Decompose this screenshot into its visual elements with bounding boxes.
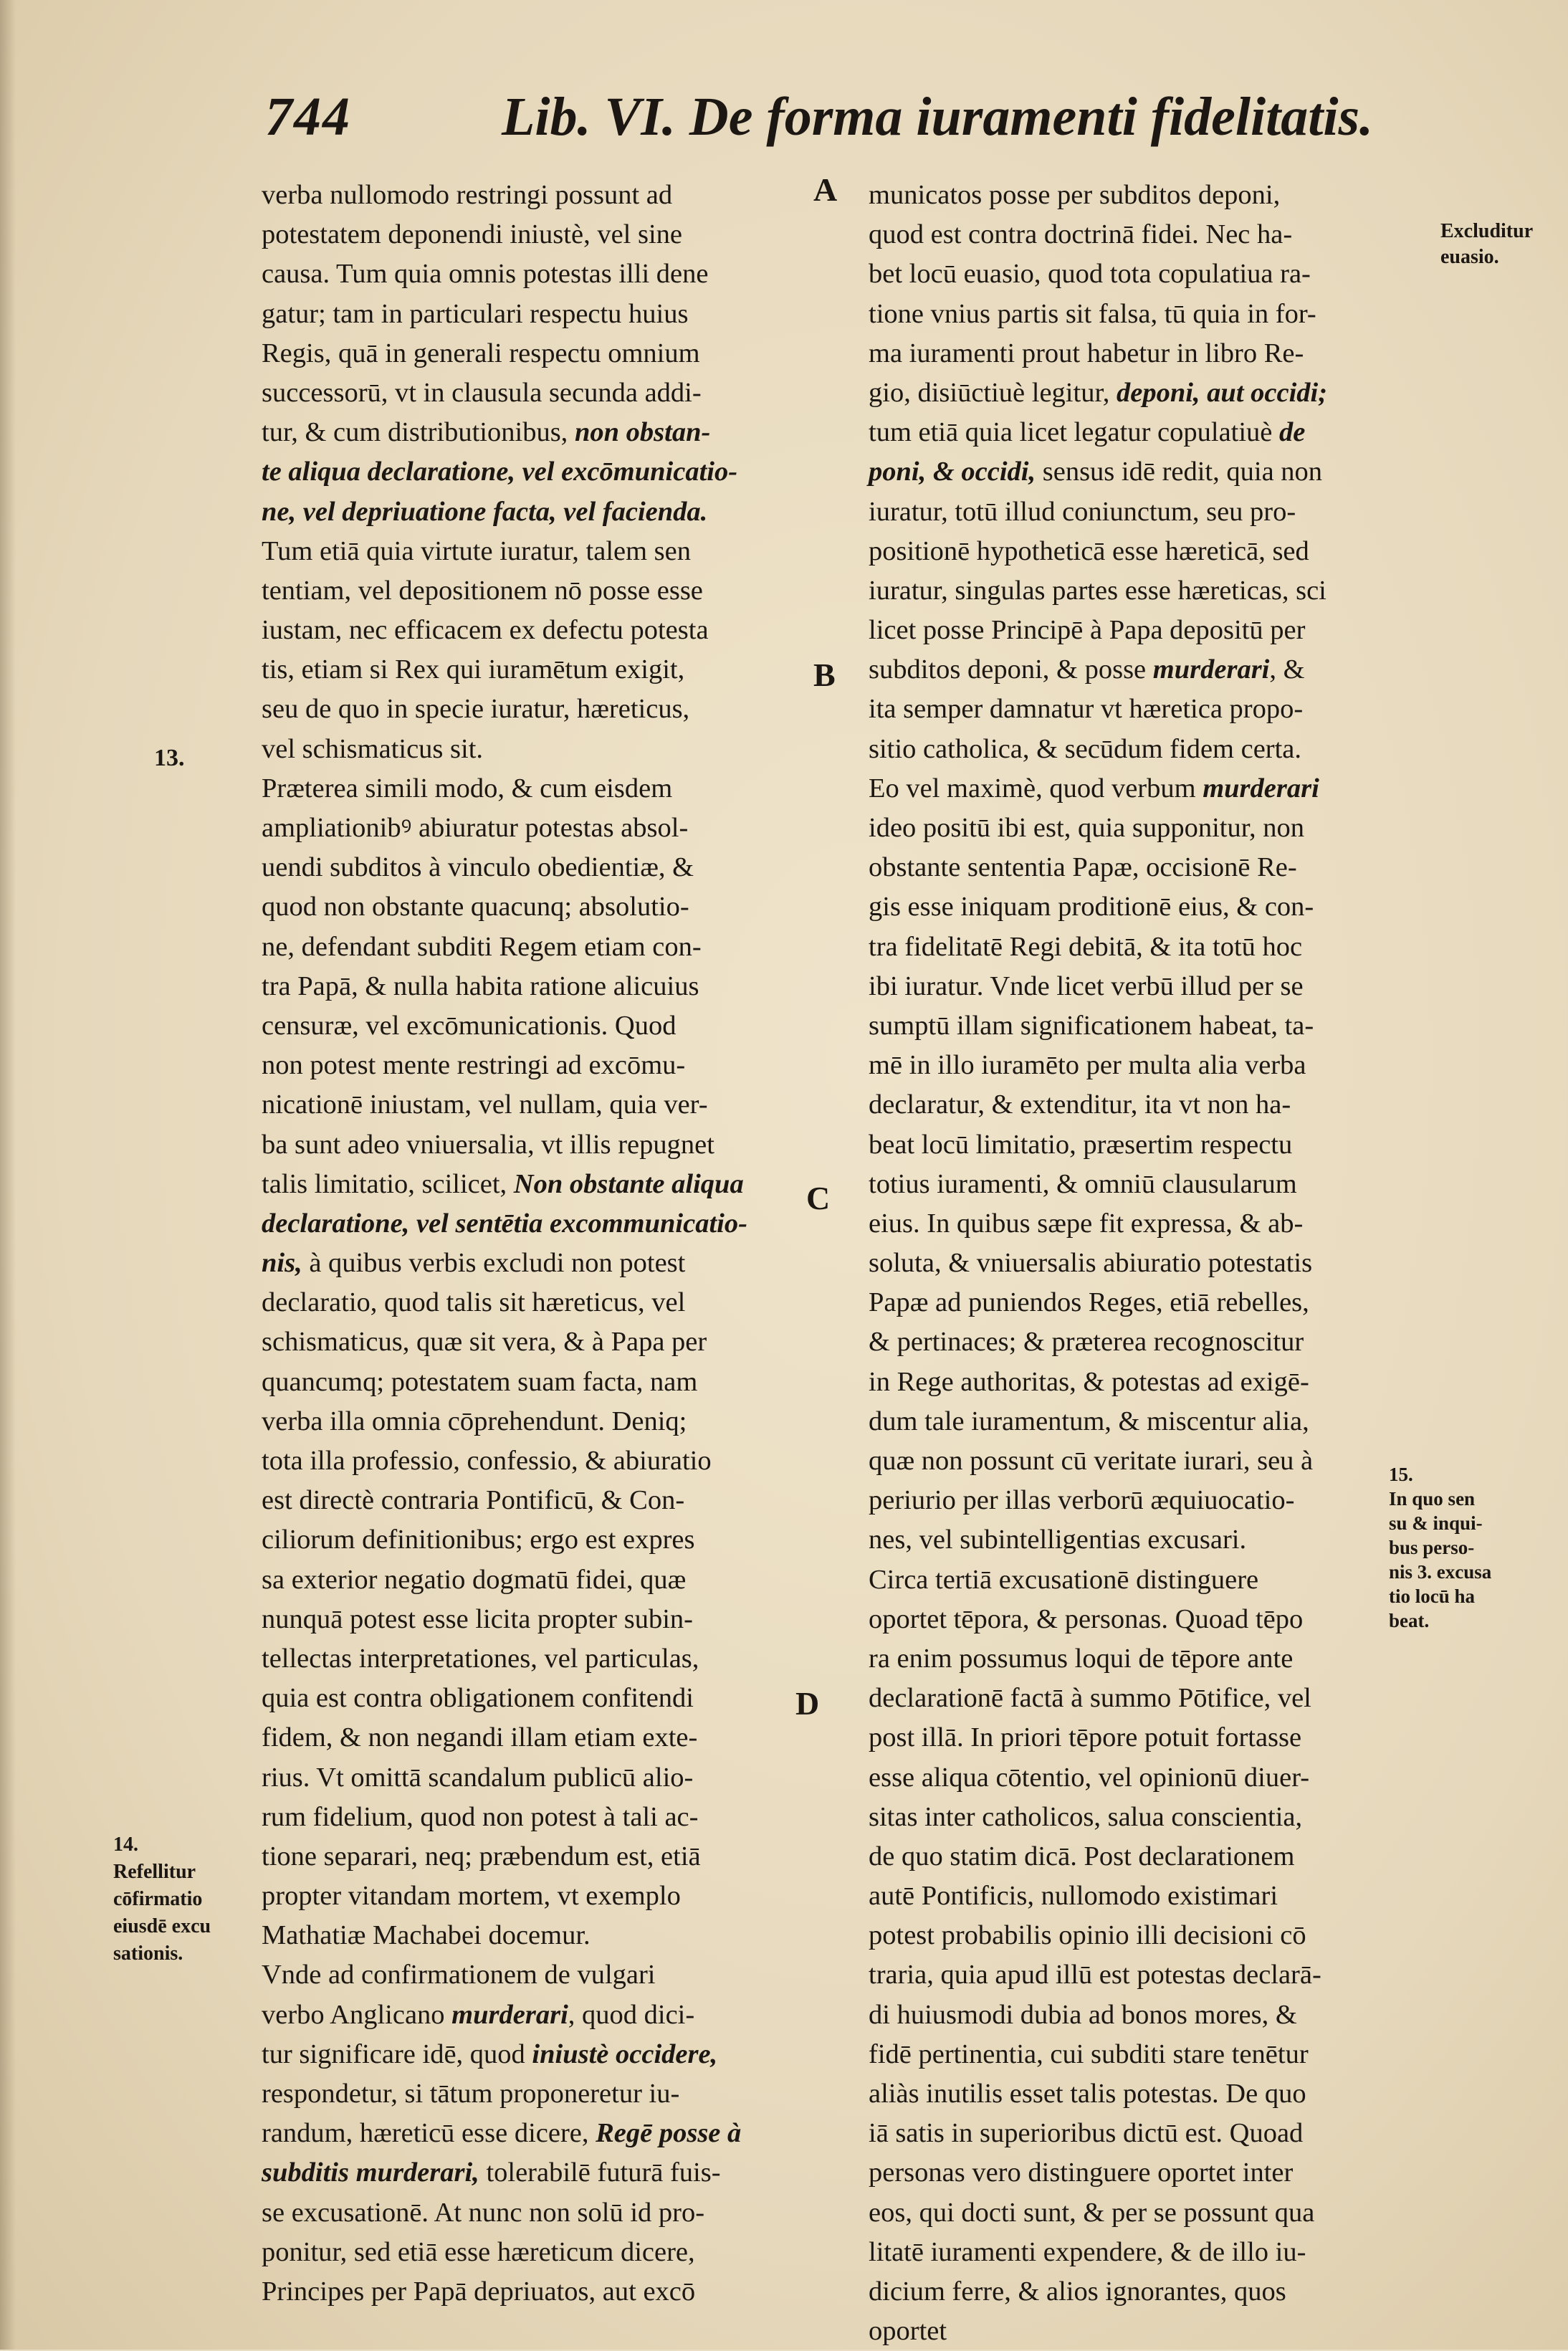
text-segment: dum tale iuramentum, & miscentur alia,: [869, 1406, 1309, 1436]
text-line: [869, 413, 1438, 452]
text-line: [262, 1520, 821, 1560]
margin-note-line: euasio.: [1440, 246, 1499, 268]
text-line: [262, 967, 821, 1006]
text-segment: tolerabilē futurā fuis-: [479, 2157, 721, 2188]
italic-text-segment: murderari: [451, 1999, 568, 2030]
text-segment: censuræ, vel excōmunicationis. Quod: [262, 1010, 677, 1041]
text-segment: iuratur, singulas partes esse hæreticas, sci: [869, 575, 1326, 606]
text-segment: sensus idē redit, quia non: [1036, 457, 1323, 487]
text-segment: soluta, & vniuersalis abiuratio potestatis: [869, 1248, 1313, 1279]
text-line: [262, 373, 821, 413]
text-segment: ma iuramenti prout habetur in libro Re-: [869, 338, 1304, 368]
text-line: [869, 334, 1438, 373]
text-line: [262, 730, 821, 769]
text-line: [869, 1718, 1438, 1758]
text-line: [262, 769, 821, 809]
text-segment: nes, vel subintelligentias excusari.: [869, 1525, 1247, 1555]
text-segment: iā satis in superioribus dictū est. Quoad: [869, 2118, 1304, 2149]
text-segment: fidē pertinentia, cui subditi stare tenētur: [869, 2038, 1309, 2069]
text-segment: tum etiā quia licet legatur copulatiuè: [869, 417, 1280, 448]
text-line: [869, 1520, 1438, 1560]
text-segment: randum, hæreticū esse dicere,: [262, 2118, 596, 2149]
text-line: [869, 373, 1438, 413]
binding-shadow: [0, 0, 16, 2350]
text-line: [262, 2114, 821, 2153]
text-segment: tione separari, neq; præbendum est, etiā: [262, 1841, 701, 1871]
text-segment: obstante sententia Papæ, occisionē Re-: [869, 852, 1297, 883]
text-line: [869, 1639, 1438, 1679]
text-line: [262, 1639, 821, 1679]
margin-note-14: [113, 1831, 211, 1968]
text-segment: personas vero distinguere oportet inter: [869, 2157, 1294, 2188]
margin-note-line: eiusdē excu: [113, 1915, 211, 1937]
text-segment: Præterea simili modo, & cum eisdem: [262, 773, 673, 803]
text-line: [869, 1204, 1438, 1244]
text-line: [869, 1916, 1438, 1955]
text-line: [262, 1600, 821, 1639]
text-line: [869, 1322, 1438, 1362]
text-segment: beat locū limitatio, præsertim respectu: [869, 1129, 1293, 1160]
text-line: [869, 571, 1438, 611]
text-line: [262, 809, 821, 848]
italic-text-segment: ne, vel depriuatione facta, vel facienda.: [262, 496, 708, 527]
text-segment: gio, disiūctiuè legitur,: [869, 377, 1117, 408]
text-line: [869, 730, 1438, 769]
margin-note-13: [154, 745, 185, 771]
italic-text-segment: non obstan-: [574, 417, 711, 448]
text-line: [869, 2272, 1438, 2312]
text-segment: tione vnius partis sit falsa, tū quia in for-: [869, 298, 1316, 329]
italic-text-segment: subditis murderari,: [262, 2157, 479, 2188]
text-segment: traria, quia apud illū est potestas declarā-: [869, 1960, 1321, 1990]
text-segment: talis limitatio, scilicet,: [262, 1168, 514, 1199]
text-line: [262, 2035, 821, 2074]
text-segment: eius. In quibus sæpe fit expressa, & ab-: [869, 1208, 1304, 1239]
text-segment: declarationē factā à summo Pōtifice, vel: [869, 1683, 1311, 1714]
text-line: [262, 1798, 821, 1837]
text-line: [869, 1441, 1438, 1481]
text-segment: respondetur, si tātum proponeretur iu-: [262, 2079, 680, 2109]
text-segment: ibi iuratur. Vnde licet verbū illud per se: [869, 971, 1304, 1001]
text-line: [262, 1560, 821, 1600]
text-line: [869, 2193, 1438, 2233]
text-line: [262, 887, 821, 927]
text-segment: ponitur, sed etiā esse hæreticum dicere,: [262, 2236, 695, 2267]
text-segment: seu de quo in specie iuratur, hæreticus,: [262, 694, 690, 725]
text-segment: vel schismaticus sit.: [262, 733, 484, 764]
text-line: [869, 176, 1438, 215]
text-line: [869, 967, 1438, 1006]
text-line: [869, 848, 1438, 887]
text-line: [262, 492, 821, 532]
margin-note-line: cōfirmatio: [113, 1888, 203, 1910]
text-segment: tellectas interpretationes, vel particulas,: [262, 1643, 699, 1674]
text-segment: ba sunt adeo vniuersalia, vt illis repugnet: [262, 1129, 714, 1160]
text-line: [262, 927, 821, 967]
text-segment: tis, etiam si Rex qui iuramētum exigit,: [262, 654, 685, 685]
text-segment: licet posse Principē à Papa depositū per: [869, 615, 1306, 646]
text-segment: ita semper damnatur vt hæretica propo-: [869, 694, 1304, 725]
text-segment: quia est contra obligationem confitendi: [262, 1683, 694, 1714]
text-segment: subditos deponi, & posse: [869, 654, 1153, 685]
text-segment: positionē hypotheticā esse hæreticā, sed: [869, 535, 1309, 566]
text-segment: Tum etiā quia virtute iuratur, talem sen: [262, 535, 692, 566]
text-segment: iuratur, totū illud coniunctum, seu pro-: [869, 496, 1296, 527]
text-segment: esse aliqua cōtentio, vel opinionū diuer-: [869, 1762, 1310, 1793]
text-line: [869, 1363, 1438, 1402]
text-line: [869, 2074, 1438, 2114]
text-line: [869, 887, 1438, 927]
text-line: [869, 690, 1438, 729]
text-line: [262, 1995, 821, 2035]
text-segment: uendi subditos à vinculo obedientiæ, &: [262, 852, 694, 883]
text-line: [262, 611, 821, 650]
margin-note-line: beat.: [1389, 1610, 1430, 1631]
text-line: [869, 2114, 1438, 2153]
text-line: [262, 848, 821, 887]
text-segment: post illā. In priori tēpore potuit fortasse: [869, 1722, 1302, 1753]
text-line: [262, 1085, 821, 1125]
text-segment: verbo Anglicano: [262, 1999, 452, 2030]
text-line: [262, 215, 821, 254]
text-segment: aliàs inutilis esset talis potestas. De quo: [869, 2079, 1306, 2109]
text-segment: rius. Vt omittā scandalum publicū alio-: [262, 1762, 694, 1793]
text-segment: verba nullomodo restringi possunt ad: [262, 180, 673, 210]
text-segment: Vnde ad confirmationem de vulgari: [262, 1960, 656, 1990]
text-segment: ne, defendant subditi Regem etiam con-: [262, 931, 702, 962]
text-segment: & pertinaces; & præterea recognoscitur: [869, 1327, 1304, 1358]
text-segment: autē Pontificis, nullomodo existimari: [869, 1881, 1278, 1912]
text-segment: propter vitandam mortem, vt exemplo: [262, 1881, 681, 1912]
text-segment: periurio per illas verborū æquiuocatio-: [869, 1485, 1295, 1516]
text-segment: mē in illo iuramēto per multa alia verba: [869, 1050, 1306, 1081]
text-segment: dicium ferre, & alios ignorantes, quos: [869, 2276, 1286, 2307]
text-segment: tota illa professio, confessio, & abiuratio: [262, 1446, 712, 1476]
text-segment: quæ non possunt cū veritate iurari, seu à: [869, 1446, 1314, 1476]
text-line: [262, 532, 821, 571]
italic-text-segment: deponi, aut occidi;: [1116, 377, 1328, 408]
text-line: [262, 2193, 821, 2233]
text-line: [869, 2312, 1438, 2351]
text-segment: declaratur, & extenditur, ita vt non ha-: [869, 1089, 1291, 1120]
text-line: [262, 1046, 821, 1085]
text-segment: municatos posse per subditos deponi,: [869, 180, 1281, 210]
text-line: [262, 650, 821, 690]
text-segment: in Rege authoritas, & potestas ad exigē-: [869, 1366, 1309, 1397]
text-line: [262, 1916, 821, 1955]
text-segment: Regis, quā in generali respectu omnium: [262, 338, 700, 368]
text-segment: totius iuramenti, & omniū clausularum: [869, 1168, 1297, 1199]
text-line: [262, 1441, 821, 1481]
text-line: [869, 1995, 1438, 2035]
text-line: [262, 1955, 821, 1995]
italic-text-segment: murderari: [1203, 773, 1319, 803]
text-segment: ciliorum definitionibus; ergo est expres: [262, 1525, 695, 1555]
text-line: [262, 1481, 821, 1520]
margin-note-line: In quo sen: [1389, 1488, 1476, 1510]
text-line: [869, 215, 1438, 254]
text-line: [262, 2272, 821, 2312]
text-line: [869, 492, 1438, 532]
margin-note-line: 14.: [113, 1833, 138, 1856]
text-segment: nicationē iniustam, vel nullam, quia ver-: [262, 1089, 708, 1120]
margin-note-line: su & inqui-: [1389, 1512, 1483, 1534]
text-line: [262, 1758, 821, 1798]
text-line: [262, 176, 821, 215]
text-line: [869, 1758, 1438, 1798]
text-segment: ampliationibꝰ abiuratur potestas absol-: [262, 813, 689, 843]
margin-note-line: 13.: [154, 745, 185, 771]
text-segment: tra fidelitatē Regi debitā, & ita totū hoc: [869, 931, 1303, 962]
text-segment: tur, & cum distributionibus,: [262, 417, 575, 448]
text-segment: sa exterior negatio dogmatū fidei, quæ: [262, 1564, 687, 1595]
italic-text-segment: nis,: [262, 1248, 302, 1279]
text-line: [262, 571, 821, 611]
italic-text-segment: Regē posse à: [596, 2118, 742, 2149]
text-segment: nunquā potest esse licita propter subin-: [262, 1603, 693, 1634]
text-line: [869, 1244, 1438, 1283]
text-line: [869, 1046, 1438, 1085]
text-segment: eos, qui docti sunt, & per se possunt qua: [869, 2197, 1315, 2228]
text-segment: quod non obstante quacunq; absolutio-: [262, 892, 689, 922]
text-segment: verba illa omnia cōprehendunt. Deniq;: [262, 1406, 687, 1436]
text-segment: gatur; tam in particulari respectu huius: [262, 298, 689, 329]
text-line: [262, 1204, 821, 1244]
text-segment: sitio catholica, & secūdum fidem certa.: [869, 733, 1302, 764]
text-line: [869, 611, 1438, 650]
text-line: [869, 1837, 1438, 1876]
section-letter-b: B: [813, 657, 836, 693]
text-line: [869, 295, 1438, 334]
text-line: [869, 1679, 1438, 1718]
text-line: [869, 1955, 1438, 1995]
text-segment: Circa tertiā excusationē distinguere: [869, 1564, 1259, 1595]
text-segment: se excusationē. At nunc non solū id pro-: [262, 2197, 705, 2228]
text-line: [869, 1481, 1438, 1520]
section-letter-d: D: [795, 1685, 820, 1722]
text-line: [869, 2233, 1438, 2272]
text-line: [869, 1165, 1438, 1204]
margin-note-line: Refellitur: [113, 1861, 196, 1883]
text-segment: Papæ ad puniendos Reges, etiā rebelles,: [869, 1287, 1309, 1318]
text-segment: declaratio, quod talis sit hæreticus, vel: [262, 1287, 686, 1318]
text-line: [869, 1798, 1438, 1837]
text-segment: sumptū illam significationem habeat, ta-: [869, 1010, 1314, 1041]
text-line: [262, 1322, 821, 1362]
text-line: [262, 1165, 821, 1204]
text-line: [262, 1363, 821, 1402]
text-line: [262, 1876, 821, 1916]
text-segment: non potest mente restringi ad excōmu-: [262, 1050, 686, 1081]
margin-note-line: tio locū ha: [1389, 1585, 1476, 1607]
text-line: [869, 254, 1438, 294]
italic-text-segment: Non obstante aliqua: [513, 1168, 744, 1199]
text-line: [262, 2233, 821, 2272]
text-line: [262, 2074, 821, 2114]
text-segment: oportet: [869, 2316, 947, 2347]
text-segment: potest probabilis opinio illi decisioni cō: [869, 1920, 1306, 1951]
text-segment: potestatem deponendi iniustè, vel sine: [262, 219, 682, 250]
text-segment: Mathatiæ Machabei docemur.: [262, 1920, 591, 1951]
text-segment: bet locū euasio, quod tota copulatiua ra-: [869, 259, 1311, 290]
text-line: [262, 295, 821, 334]
text-line: [262, 1006, 821, 1046]
italic-text-segment: declaratione, vel sentētia excommunicatio-: [262, 1208, 747, 1239]
italic-text-segment: poni, & occidi,: [869, 457, 1036, 487]
left-text-column: [262, 176, 821, 2312]
text-line: [262, 1837, 821, 1876]
text-segment: tra Papā, & nulla habita ratione alicuius: [262, 971, 699, 1001]
text-line: [869, 650, 1438, 690]
margin-note-excluditur: [1440, 219, 1533, 270]
text-line: [262, 254, 821, 294]
text-line: [262, 1125, 821, 1165]
text-line: [869, 927, 1438, 967]
italic-text-segment: iniustè occidere,: [532, 2038, 718, 2069]
text-line: [869, 769, 1438, 809]
text-segment: ideo positū ibi est, quia supponitur, non: [869, 813, 1305, 843]
text-line: [869, 452, 1438, 492]
margin-note-15: [1389, 1462, 1491, 1633]
margin-note-line: 15.: [1389, 1464, 1413, 1485]
text-segment: quod est contra doctrinā fidei. Nec ha-: [869, 219, 1293, 250]
text-line: [869, 1402, 1438, 1441]
text-segment: de quo statim dicā. Post declarationem: [869, 1841, 1295, 1871]
text-line: [869, 809, 1438, 848]
text-segment: ra enim possumus loqui de tēpore ante: [869, 1643, 1294, 1674]
text-segment: Principes per Papā depriuatos, aut excō: [262, 2276, 696, 2307]
text-segment: litatē iuramenti expendere, & de illo iu-: [869, 2236, 1306, 2267]
text-line: [262, 1283, 821, 1322]
text-line: [869, 1283, 1438, 1322]
section-letter-c: C: [806, 1180, 831, 1216]
text-segment: tur significare idē, quod: [262, 2038, 532, 2069]
text-segment: rum fidelium, quod non potest à tali ac-: [262, 1801, 699, 1832]
text-line: [262, 1718, 821, 1758]
text-line: [262, 413, 821, 452]
margin-note-line: nis 3. excusa: [1389, 1561, 1492, 1583]
text-segment: fidem, & non negandi illam etiam exte-: [262, 1722, 698, 1753]
section-letter-a: A: [813, 171, 838, 208]
text-segment: sitas inter catholicos, salua conscientia,: [869, 1801, 1303, 1832]
text-line: [262, 2153, 821, 2193]
text-segment: à quibus verbis excludi non potest: [302, 1248, 686, 1279]
italic-text-segment: te aliqua declaratione, vel excōmunicatio-: [262, 457, 738, 487]
italic-text-segment: de: [1279, 417, 1306, 448]
text-segment: schismaticus, quæ sit vera, & à Papa per: [262, 1327, 707, 1358]
text-line: [869, 1125, 1438, 1165]
text-line: [262, 690, 821, 729]
text-line: [869, 1085, 1438, 1125]
margin-note-line: bus perso-: [1389, 1537, 1475, 1558]
text-line: [869, 2153, 1438, 2193]
text-line: [869, 1560, 1438, 1600]
text-segment: quancumq; potestatem suam facta, nam: [262, 1366, 698, 1397]
running-title: Lib. VI. De forma iuramenti fidelitatis.: [502, 87, 1374, 147]
text-segment: , &: [1269, 654, 1305, 685]
text-segment: gis esse iniquam proditionē eius, & con-: [869, 892, 1314, 922]
text-segment: successorū, vt in clausula secunda addi-: [262, 377, 702, 408]
page-header: [265, 86, 1374, 165]
right-text-column: [869, 176, 1438, 2351]
text-segment: tentiam, vel depositionem nō posse esse: [262, 575, 703, 606]
text-line: [262, 452, 821, 492]
text-line: [262, 1679, 821, 1718]
text-segment: iustam, nec efficacem ex defectu potesta: [262, 615, 709, 646]
text-segment: causa. Tum quia omnis potestas illi dene: [262, 259, 709, 290]
text-line: [869, 2035, 1438, 2074]
text-segment: oportet tēpora, & personas. Quoad tēpo: [869, 1603, 1304, 1634]
page-number: 744: [265, 87, 351, 147]
text-line: [262, 1402, 821, 1441]
text-segment: di huiusmodi dubia ad bonos mores, &: [869, 1999, 1297, 2030]
margin-note-line: sationis.: [113, 1942, 183, 1965]
margin-note-line: Excluditur: [1440, 220, 1534, 242]
text-line: [869, 1006, 1438, 1046]
italic-text-segment: murderari: [1152, 654, 1270, 685]
text-segment: est directè contraria Pontificū, & Con-: [262, 1485, 685, 1516]
text-line: [869, 1600, 1438, 1639]
text-segment: Eo vel maximè, quod verbum: [869, 773, 1203, 803]
text-line: [262, 1244, 821, 1283]
text-line: [869, 532, 1438, 571]
text-line: [262, 334, 821, 373]
text-line: [869, 1876, 1438, 1916]
text-segment: , quod dici-: [568, 1999, 695, 2030]
